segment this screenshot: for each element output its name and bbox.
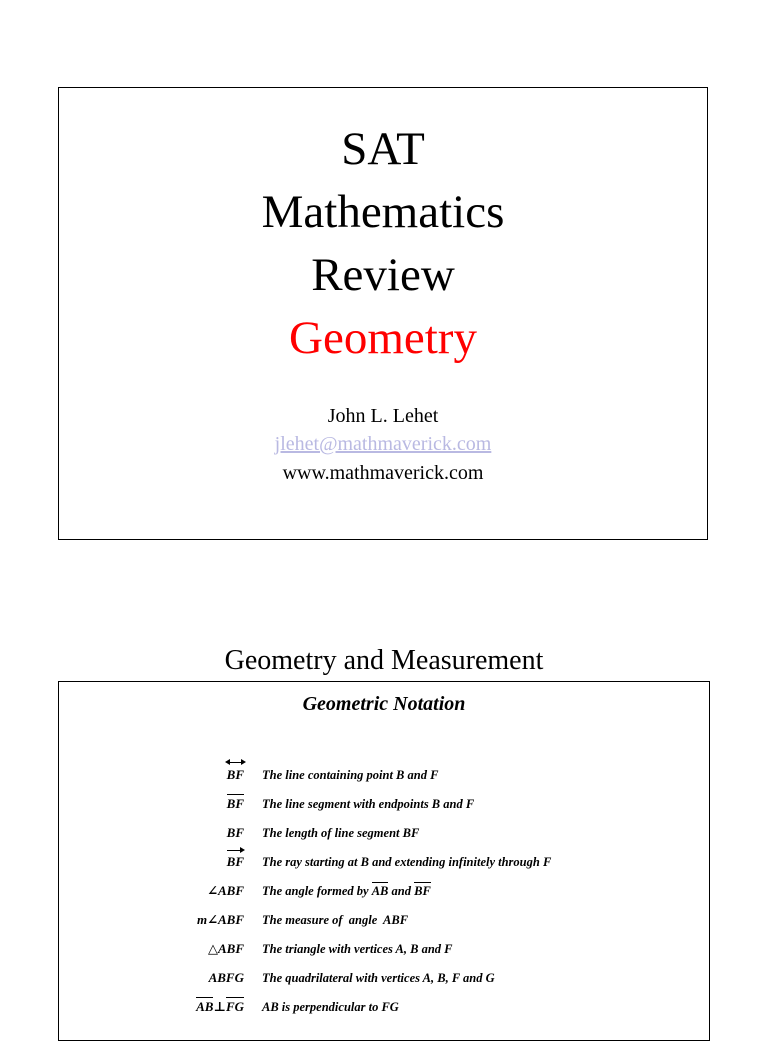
notation-description: The quadrilateral with vertices A, B, F and G <box>262 970 495 985</box>
triangle-icon: △ <box>207 941 218 956</box>
notation-row-quadrilateral <box>59 966 709 986</box>
notation-description <box>262 885 431 898</box>
notation-row-perpendicular <box>59 995 709 1015</box>
segment-ab: AB <box>196 999 214 1014</box>
title-line-sat: SAT <box>341 123 425 175</box>
author-name: John L. Lehet <box>327 405 439 427</box>
notation-symbol <box>227 855 244 868</box>
perpendicular-icon: ⊥ <box>213 999 226 1014</box>
notation-symbol: ABFG <box>208 970 244 985</box>
notation-symbol: BF <box>226 825 244 840</box>
angle-icon: ∠ <box>207 912 218 927</box>
notation-description: The length of line segment BF <box>262 825 420 840</box>
notation-symbol <box>227 797 244 810</box>
symbol-text: BF <box>226 767 244 782</box>
notation-description: The ray starting at B and extending infinitely through F <box>262 854 552 869</box>
title-line-mathematics: Mathematics <box>261 186 505 238</box>
line-symbol <box>227 768 244 781</box>
notation-description: The measure of angle ABF <box>262 912 409 927</box>
symbol-text: ABF <box>217 912 244 927</box>
notation-symbol <box>208 942 244 955</box>
symbol-text: ABF <box>217 883 244 898</box>
slide2-title: Geometry and Measurement <box>224 645 544 676</box>
author-email-row <box>59 434 707 454</box>
notation-description: The line containing point B and F <box>262 767 439 782</box>
notation-slide <box>58 681 710 1041</box>
notation-description: The line segment with endpoints B and F <box>262 796 475 811</box>
angle-icon: ∠ <box>207 883 218 898</box>
ray-symbol: BF <box>226 854 244 869</box>
symbol-text: ABF <box>217 941 244 956</box>
notation-row-line <box>59 763 709 783</box>
notation-row-ray <box>59 850 709 870</box>
author-email-link[interactable]: jlehet@mathmaverick.com <box>274 433 492 455</box>
notation-row-angle-measure <box>59 908 709 928</box>
author-website: www.mathmaverick.com <box>282 462 484 484</box>
notation-symbol <box>207 884 244 897</box>
notation-description: The triangle with vertices A, B and F <box>262 941 453 956</box>
title-line-review: Review <box>311 249 455 301</box>
arrow-right-icon <box>241 759 246 765</box>
notation-symbol <box>227 768 244 781</box>
notation-row-angle <box>59 879 709 899</box>
description-text: and <box>388 883 415 898</box>
notation-symbol <box>196 1000 244 1013</box>
title-line-geometry: Geometry <box>289 312 477 364</box>
segment-fg: FG <box>225 999 244 1014</box>
segment-ab: AB <box>371 883 389 898</box>
symbol-prefix: m <box>196 912 208 927</box>
notation-symbol <box>197 913 244 926</box>
notation-row-length <box>59 821 709 841</box>
notation-row-triangle <box>59 937 709 957</box>
arrow-left-icon <box>225 759 230 765</box>
segment-bf: BF <box>414 883 431 898</box>
notation-row-segment <box>59 792 709 812</box>
title-slide <box>58 87 708 540</box>
notation-heading: Geometric Notation <box>302 693 466 715</box>
segment-symbol: BF <box>226 796 244 811</box>
description-text: The angle formed by <box>262 883 372 898</box>
notation-description: AB is perpendicular to FG <box>262 999 399 1014</box>
